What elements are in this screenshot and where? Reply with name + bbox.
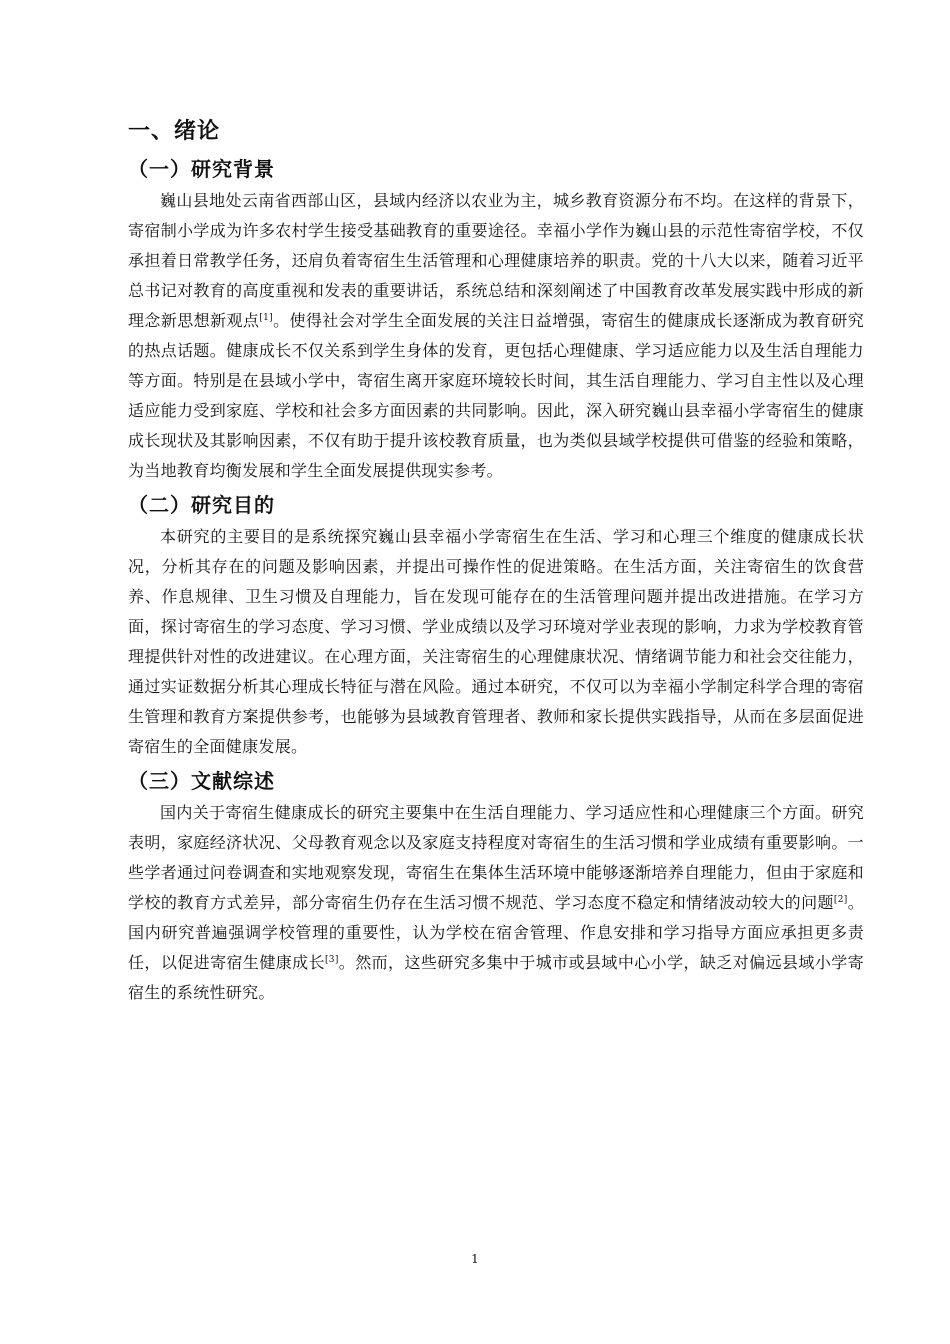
page-content bbox=[128, 112, 864, 1010]
paragraph-text: 本研究的主要目的是系统探究巍山县幸福小学寄宿生在生活、学习和心理三个维度的健康成长状况，分析其存在的问题及影响因素，并提出可操作性的促进策略。在生活方面，关注寄宿生的饮食营养、作息规律、卫生习惯及自理能力，旨在发现可能存在的生活管理问题并提出改进措施。在学习方面，探讨寄宿生的学习态度、学习习惯、学业成绩以及学习环境对学业表现的影响，力求为学校教育管理提供针对性的改进建议。在心理方面，关注寄宿生的心理健康状况、情绪调节能力和社会交往能力，通过实证数据分析其心理成长特征与潜在风险。通过本研究，不仅可以为幸福小学制定科学合理的寄宿生管理和教育方案提供参考，也能够为县域教育管理者、教师和家长提供实践指导，从而在多层面促进寄宿生的全面健康发展。 bbox=[128, 527, 864, 756]
section-heading: （三）文献综述 bbox=[128, 769, 275, 793]
paragraph-purpose bbox=[128, 522, 864, 762]
section-background bbox=[128, 152, 864, 486]
paragraph-text: 。使得社会对学生全面发展的关注日益增强，寄宿生的健康成长逐渐成为教育研究的热点话题。健康成长不仅关系到学生身体的发育，更包括心理健康、学习适应能力以及生活自理能力等方面。特别是在县域小学中，寄宿生离开家庭环境较长时间，其生活自理能力、学习自主性以及心理适应能力受到家庭、学校和社会多方面因素的共同影响。因此，深入研究巍山县幸福小学寄宿生的健康成长现状及其影响因素，不仅有助于提升该校教育质量，也为类似县域学校提供可借鉴的经验和策略，为当地教育均衡发展和学生全面发展提供现实参考。 bbox=[128, 311, 864, 480]
paragraph-text: 。然而，这些研究多集中于城市或县域中心小学，缺乏对偏远县域小学寄宿生的系统性研究。 bbox=[128, 953, 864, 1002]
section-heading: （二）研究目的 bbox=[128, 493, 275, 517]
page-number: 1 bbox=[471, 1252, 479, 1266]
paragraph-literature bbox=[128, 798, 864, 1008]
paragraph-text: 巍山县地处云南省西部山区，县域内经济以农业为主，城乡教育资源分布不均。在这样的背景下，寄宿制小学成为许多农村学生接受基础教育的重要途径。幸福小学作为巍山县的示范性寄宿学校，不仅承担着日常教学任务，还肩负着寄宿生生活管理和心理健康培养的职责。党的十八大以来，随着习近平总书记对教育的高度重视和发表的重要讲话，系统总结和深刻阐述了中国教育改革发展实践中形成的新理念新思想新观点 bbox=[128, 191, 864, 330]
paragraph-background bbox=[128, 186, 864, 486]
section-purpose bbox=[128, 488, 864, 762]
paragraph-text: 。国内研究普遍强调学校管理的重要性，认为学校在宿舍管理、作息安排和学习指导方面应承担更多责任，以促进寄宿生健康成长 bbox=[128, 893, 864, 972]
section-heading: （一）研究背景 bbox=[128, 157, 275, 181]
citation-marker: [3] bbox=[325, 955, 339, 965]
citation-marker: [2] bbox=[833, 895, 848, 905]
section-literature-review bbox=[128, 764, 864, 1008]
chapter-heading: 一、绪论 bbox=[128, 119, 221, 144]
citation-marker: [1] bbox=[259, 313, 273, 323]
paragraph-text: 国内关于寄宿生健康成长的研究主要集中在生活自理能力、学习适应性和心理健康三个方面。研究表明，家庭经济状况、父母教育观念以及家庭支持程度对寄宿生的生活习惯和学业成绩有重要影响。一些学者通过问卷调查和实地观察发现，寄宿生在集体生活环境中能够逐渐培养自理能力，但由于家庭和学校的教育方式差异，部分寄宿生仍存在生活习惯不规范、学习态度不稳定和情绪波动较大的问题 bbox=[128, 803, 864, 912]
